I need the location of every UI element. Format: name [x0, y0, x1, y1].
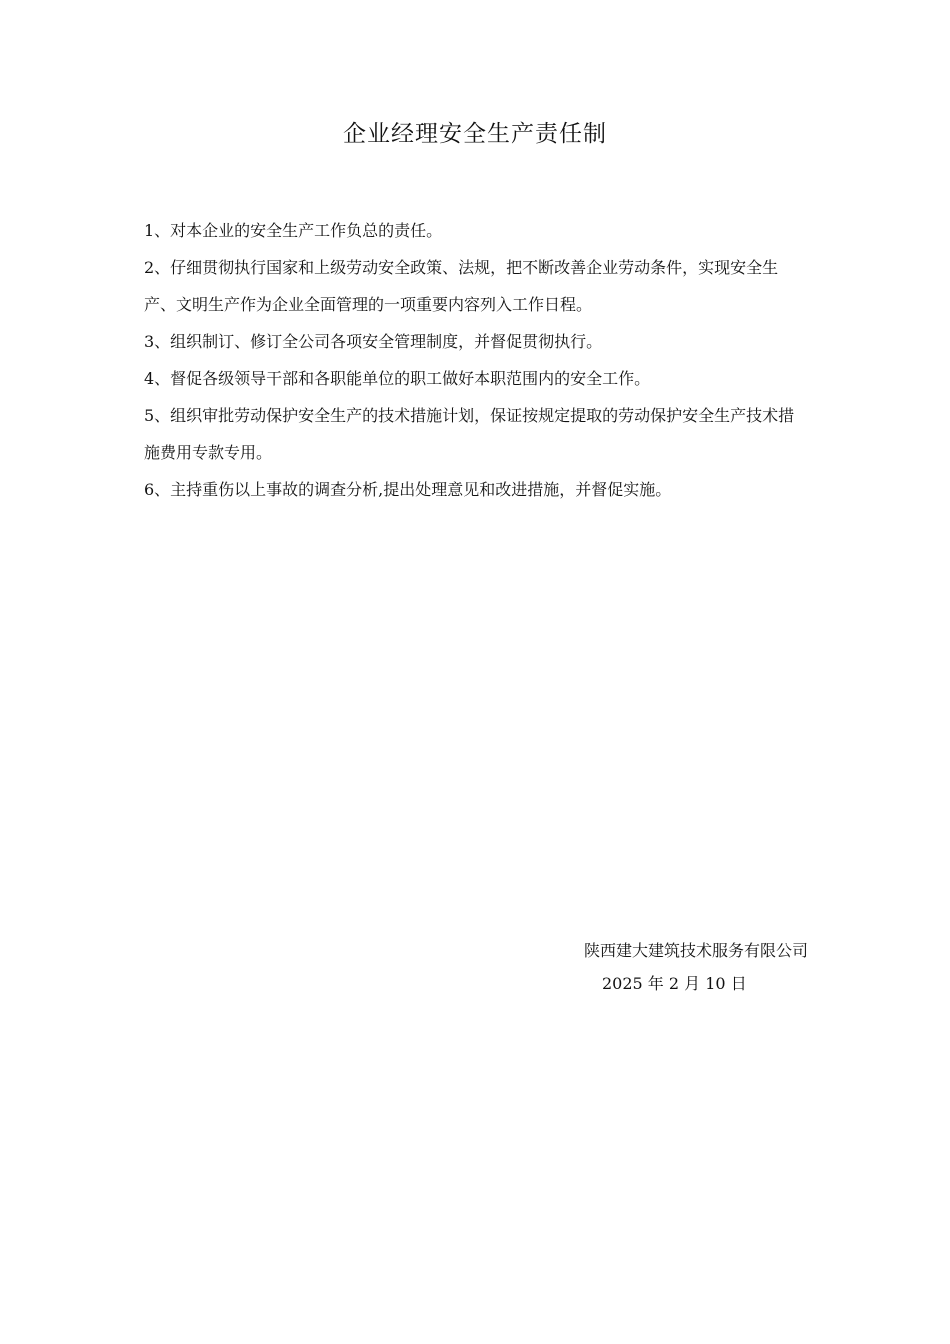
list-item: 4、督促各级领导干部和各职能单位的职工做好本职范围内的安全工作。	[144, 369, 651, 388]
company-signature: 陕西建大建筑技术服务有限公司	[583, 941, 808, 960]
responsibility-list	[144, 212, 808, 508]
list-item: 2、仔细贯彻执行国家和上级劳动安全政策、法规，把不断改善企业劳动条件，实现安全生产、文明生产作为企业全面管理的一项重要内容列入工作日程。	[144, 258, 779, 314]
list-item: 1、对本企业的安全生产工作负总的责任。	[144, 221, 443, 240]
list-item: 5、组织审批劳动保护安全生产的技术措施计划，保证按规定提取的劳动保护安全生产技术措施费用专款专用。	[144, 406, 795, 462]
signature-date: 2025 年 2 月 10 日	[602, 974, 747, 993]
list-item: 3、组织制订、修订全公司各项安全管理制度，并督促贯彻执行。	[144, 332, 603, 351]
list-item: 6、主持重伤以上事故的调查分析,提出处理意见和改进措施，并督促实施。	[144, 480, 672, 499]
document-title: 企业经理安全生产责任制	[343, 121, 607, 147]
